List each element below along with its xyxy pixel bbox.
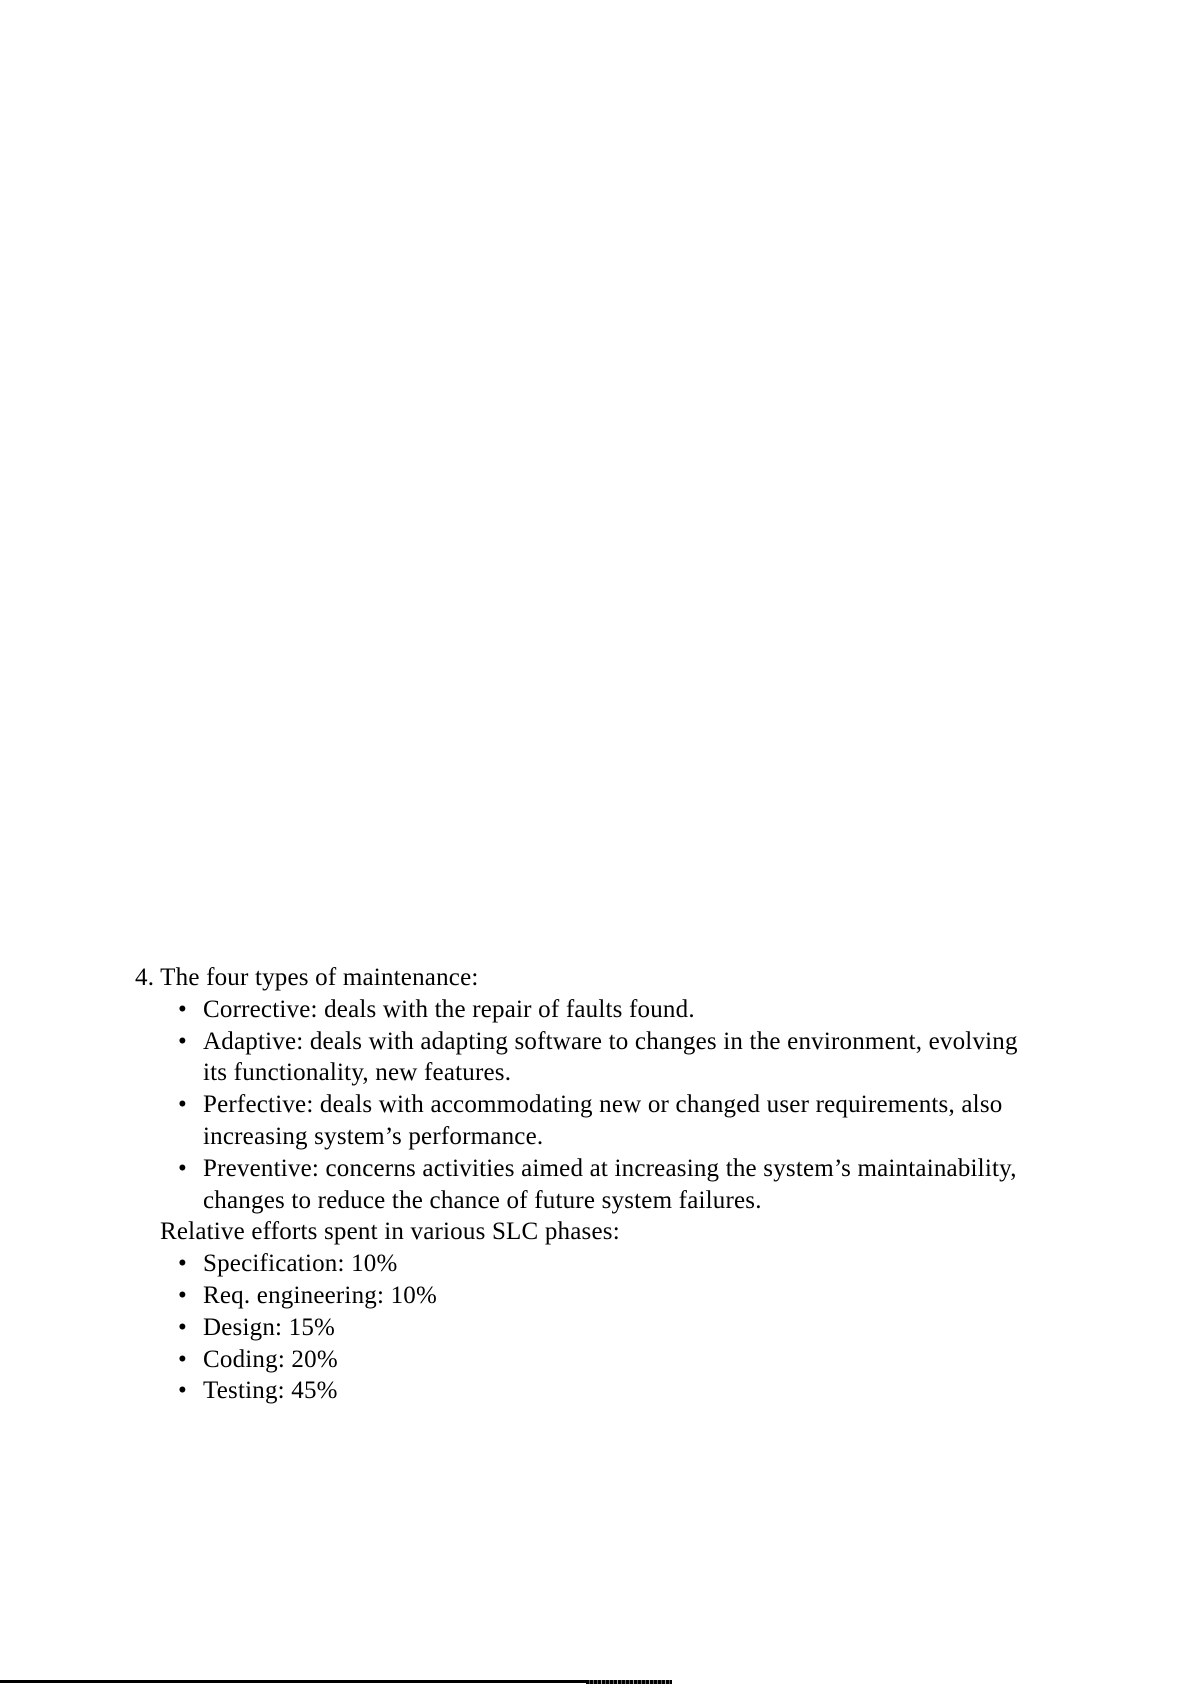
list-item-line: Req. engineering: 10% (203, 1281, 437, 1309)
list-item (135, 1344, 1095, 1376)
bullet-icon: • (178, 995, 187, 1023)
list-item-line: Adaptive: deals with adapting software to changes in the environment, evolving (203, 1027, 1018, 1055)
bullet-icon: • (178, 1154, 187, 1182)
list-item-line: Preventive: concerns activities aimed at increasing the system’s maintainability, (203, 1154, 1017, 1182)
maintenance-bullet-list (135, 994, 1095, 1217)
answer-subheading: Relative efforts spent in various SLC phases: (160, 1218, 620, 1246)
list-item (135, 1375, 1095, 1407)
list-item-line: increasing system’s performance. (203, 1122, 544, 1150)
list-item-line: Corrective: deals with the repair of faults found. (203, 995, 695, 1023)
list-item (135, 1312, 1095, 1344)
list-item-line: Specification: 10% (203, 1250, 398, 1278)
bullet-icon: • (178, 1250, 187, 1278)
list-item (135, 1153, 1095, 1217)
list-item (135, 994, 1095, 1026)
page-edge-artifact-dashes (586, 1680, 672, 1684)
slc-bullet-list (135, 1248, 1095, 1407)
bullet-icon: • (178, 1345, 187, 1373)
answer-heading: 4. The four types of maintenance: (135, 964, 479, 991)
bullet-icon: • (178, 1281, 187, 1309)
list-item (135, 1248, 1095, 1280)
bullet-icon: • (178, 1313, 187, 1341)
list-item (135, 1280, 1095, 1312)
page-edge-artifact-line (0, 1680, 586, 1683)
list-item-line: Coding: 20% (203, 1345, 338, 1373)
list-item-line: changes to reduce the chance of future system failures. (203, 1186, 762, 1214)
list-item-line: Design: 15% (203, 1313, 336, 1341)
list-item (135, 1089, 1095, 1153)
bullet-icon: • (178, 1377, 187, 1405)
bullet-icon: • (178, 1027, 187, 1055)
list-item (135, 1026, 1095, 1090)
answer-text-block (135, 962, 1095, 1407)
list-item-line: Perfective: deals with accommodating new or changed user requirements, also (203, 1091, 1003, 1119)
bullet-icon: • (178, 1091, 187, 1119)
list-item-line: its functionality, new features. (203, 1059, 512, 1087)
list-item-line: Testing: 45% (203, 1377, 338, 1405)
